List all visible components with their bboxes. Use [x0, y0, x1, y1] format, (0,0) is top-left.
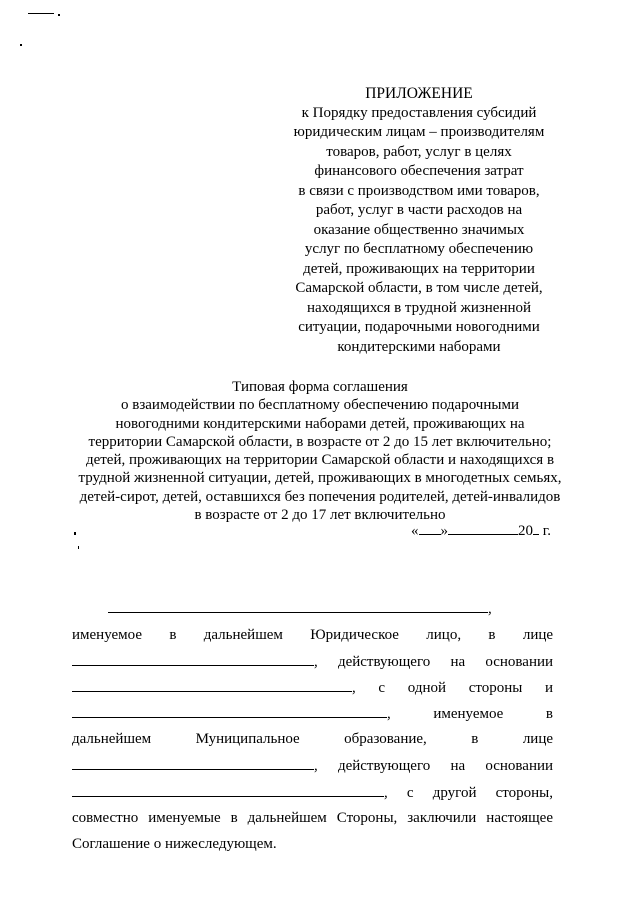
word: основании — [485, 758, 554, 774]
word: Юридическое — [310, 627, 399, 643]
word: на — [450, 654, 466, 670]
appendix-line: находящихся в трудной жизненной — [306, 299, 532, 316]
appendix-line: оказание общественно значимых — [313, 221, 525, 238]
party-name-line — [108, 600, 492, 618]
word: лицо, — [426, 627, 462, 643]
body-line-6 — [72, 757, 553, 775]
word: лице — [522, 731, 554, 747]
date-open-quote: « — [411, 523, 419, 539]
month-blank[interactable] — [448, 522, 518, 535]
appendix-line: финансового обеспечения затрат — [314, 163, 524, 179]
word: в — [471, 731, 479, 747]
day-blank[interactable] — [419, 522, 441, 535]
scan-speck — [74, 532, 76, 535]
municipal-representative-field: , — [72, 758, 318, 774]
word: на — [450, 758, 466, 774]
form-title-line: Типовая форма соглашения — [232, 379, 408, 395]
appendix-line: детей, проживающих на территории — [303, 260, 535, 277]
form-title-line: в возрасте от 2 до 17 лет включительно — [194, 507, 446, 524]
appendix-line: услуг по бесплатному обеспечению — [304, 241, 534, 257]
body-line-9: Соглашение о нижеследующем. — [72, 836, 277, 852]
year-prefix: 20 — [518, 523, 534, 539]
year-suffix: г. — [539, 523, 551, 539]
form-title-line: детей-сирот, детей, оставшихся без попечения родителей, детей-инвалидов — [79, 488, 561, 505]
body-line-2 — [72, 653, 553, 671]
appendix-line: кондитерскими наборами — [337, 338, 501, 355]
scan-speck — [28, 13, 54, 14]
word: действующего — [337, 654, 431, 670]
municipal-basis-field: , — [72, 785, 388, 801]
form-title-line: о взаимодействии по бесплатному обеспечению подарочными — [121, 397, 519, 414]
word: именуемое — [72, 627, 142, 643]
word: действующего — [337, 758, 431, 774]
scan-speck — [20, 44, 22, 46]
form-title-line: трудной жизненной ситуации, детей, проживающих в многодетных семьях, — [78, 470, 562, 487]
word: дальнейшем — [203, 627, 283, 643]
representative-blank[interactable] — [72, 653, 314, 666]
appendix-line: ситуации, подарочными новогодними — [298, 319, 540, 335]
appendix-line: работ, услуг в части расходов на — [315, 202, 523, 218]
appendix-heading: ПРИЛОЖЕНИЕ — [365, 85, 473, 102]
appendix-line: в связи с производством ими товаров, — [298, 182, 540, 199]
body-line-1 — [72, 627, 553, 644]
word: дальнейшем — [72, 731, 152, 747]
word: в — [545, 706, 553, 722]
word: с — [378, 680, 386, 696]
municipality-field: , — [72, 706, 391, 722]
body-line-5 — [72, 731, 553, 748]
word: Муниципальное — [195, 731, 300, 747]
party-line-comma: , — [488, 601, 492, 617]
word: с — [406, 785, 414, 801]
appendix-block — [268, 84, 570, 357]
form-title-line: новогодними кондитерскими наборами детей, проживающих на — [115, 415, 525, 432]
word: основании — [485, 654, 554, 670]
body-line-3 — [72, 679, 553, 697]
word: в — [169, 627, 177, 643]
word: именуемое — [433, 706, 504, 722]
word: образование, — [344, 731, 427, 747]
municipal-basis-blank[interactable] — [72, 784, 384, 797]
word: стороны, — [495, 785, 554, 801]
representative-field: , — [72, 654, 318, 670]
appendix-line: товаров, работ, услуг в целях — [326, 143, 512, 160]
appendix-line: юридическим лицам – производителям — [293, 124, 545, 140]
appendix-line: Самарской области, в том числе детей, — [295, 280, 543, 296]
date-close-quote: » — [440, 523, 449, 539]
municipality-name-blank[interactable] — [72, 705, 387, 718]
word: одной — [407, 680, 447, 696]
form-title-line: детей, проживающих на территории Самарской области и находящихся в — [85, 452, 555, 469]
body-line-8: совместно именуемые в дальнейшем Стороны, заключили настоящее — [72, 810, 553, 826]
legal-entity-name-blank[interactable] — [108, 600, 488, 613]
body-line-7 — [72, 784, 553, 802]
word: в — [488, 627, 496, 643]
word: стороны — [468, 680, 523, 696]
word: и — [545, 680, 554, 696]
word: лице — [522, 627, 554, 643]
date-line — [411, 522, 551, 540]
appendix-line: к Порядку предоставления субсидий — [301, 104, 537, 121]
scan-speck — [58, 14, 60, 16]
form-title-line: территории Самарской области, в возрасте от 2 до 15 лет включительно; — [88, 433, 552, 450]
basis-document-blank[interactable] — [72, 679, 352, 692]
basis-field: , — [72, 680, 356, 696]
word: другой — [432, 785, 477, 801]
scan-speck — [78, 546, 79, 549]
body-line-4 — [72, 705, 553, 723]
form-title — [60, 378, 580, 524]
municipal-representative-blank[interactable] — [72, 757, 314, 770]
